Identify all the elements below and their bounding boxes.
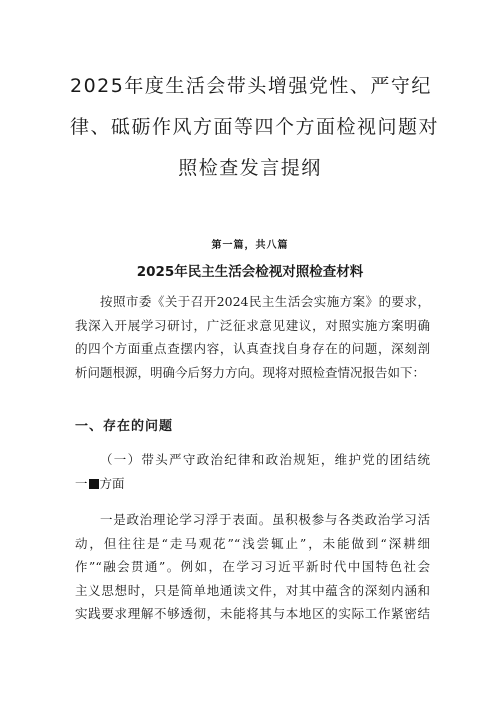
section-heading: 一、存在的问题 — [75, 419, 174, 434]
section-subtitle: 2025年民主生活会检视对照检查材料 — [136, 264, 364, 280]
body-paragraph — [75, 508, 430, 626]
subsection-line-suffix: 方面 — [99, 475, 125, 491]
subsection-line-prefix: 一 — [75, 475, 88, 491]
paragraph-line: （一）带头严守政治纪律和政治规矩，维护党的团结统 — [100, 452, 430, 467]
subsection-heading — [75, 448, 430, 495]
black-square-icon — [89, 479, 99, 489]
paragraph-line: 动，但往往是“走马观花”“浅尝辄止”，未能做到“深耕细 — [75, 535, 430, 551]
paragraph-line: 我深入开展学习研讨，广泛征求意见建议，对照实施方案明确 — [75, 317, 430, 333]
paragraph-line: 一是政治理论学习浮于表面。虽积极参与各类政治学习活 — [100, 512, 430, 527]
paragraph-line: 按照市委《关于召开2024民主生活会实施方案》的要求， — [100, 294, 430, 309]
part-label: 第一篇，共八篇 — [211, 240, 289, 251]
paragraph-line: 的四个方面重点查摆内容，认真查找自身存在的问题，深刻剖 — [75, 341, 430, 357]
intro-paragraph — [75, 290, 430, 384]
paragraph-line: 作”“融会贯通”。例如，在学习习近平新时代中国特色社会 — [75, 559, 430, 575]
paragraph-line — [75, 472, 430, 496]
document-title — [70, 66, 440, 189]
title-line-3: 照检查发言提纲 — [178, 157, 322, 179]
title-line-1: 2025年度生活会带头增强党性、严守纪 — [70, 75, 432, 97]
paragraph-line: 主义思想时，只是简单地通读文件，对其中蕴含的深刻内涵和 — [75, 582, 430, 598]
paragraph-line: 实践要求理解不够透彻，未能将其与本地区的实际工作紧密结 — [75, 606, 430, 622]
title-line-2: 律、砥砺作风方面等四个方面检视问题对 — [70, 116, 440, 138]
paragraph-line: 析问题根源，明确今后努力方向。现将对照检查情况报告如下： — [75, 364, 426, 380]
